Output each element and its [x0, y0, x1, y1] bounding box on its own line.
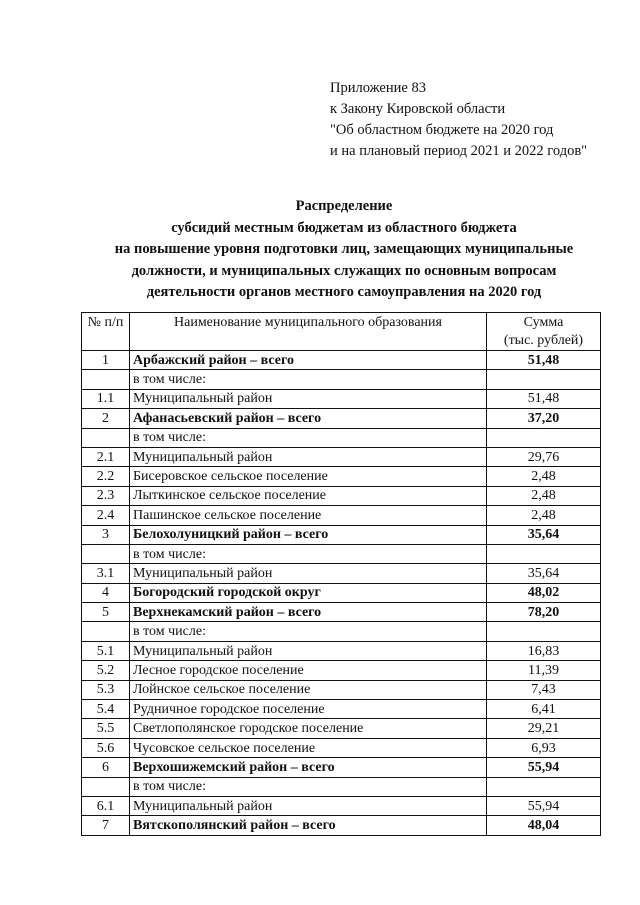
row-number [82, 428, 130, 447]
row-sum: 48,02 [487, 583, 601, 602]
table-row [82, 603, 601, 622]
row-name: Светлополянское городское поселение [130, 719, 487, 738]
table-row [82, 719, 601, 738]
table-row [82, 370, 601, 389]
row-number: 6 [82, 758, 130, 777]
title-line: Распределение [295, 198, 393, 214]
row-sum [487, 544, 601, 563]
row-sum: 16,83 [487, 641, 601, 660]
header-name: Наименование муниципального образования [130, 313, 487, 351]
title-line: на повышение уровня подготовки лиц, замещающих муниципальные [114, 241, 574, 257]
table-row [82, 680, 601, 699]
row-sum: 6,41 [487, 700, 601, 719]
table-row [82, 544, 601, 563]
table-row [82, 351, 601, 370]
row-name: Муниципальный район [130, 796, 487, 815]
row-number: 5.1 [82, 641, 130, 660]
header-sum-label: Сумма [523, 315, 564, 330]
subsidy-table [81, 312, 601, 836]
appendix-note [330, 78, 587, 162]
row-number: 2.2 [82, 467, 130, 486]
row-sum: 48,04 [487, 816, 601, 835]
row-sum [487, 777, 601, 796]
table-row [82, 447, 601, 466]
table-row [82, 777, 601, 796]
table-row [82, 467, 601, 486]
appendix-line: к Закону Кировской области [330, 101, 506, 117]
row-sum: 35,64 [487, 564, 601, 583]
row-sum: 11,39 [487, 661, 601, 680]
row-name: Арбажский район – всего [130, 351, 487, 370]
table-row [82, 486, 601, 505]
row-name: Муниципальный район [130, 564, 487, 583]
row-name: Бисеровское сельское поселение [130, 467, 487, 486]
row-name: Вятскополянский район – всего [130, 816, 487, 835]
row-sum: 2,48 [487, 467, 601, 486]
row-name: Верхнекамский район – всего [130, 603, 487, 622]
title-line: должности, и муниципальных служащих по основным вопросам [131, 262, 557, 279]
table-row [82, 641, 601, 660]
table-row [82, 389, 601, 408]
row-number: 5.3 [82, 680, 130, 699]
header-number: № п/п [82, 313, 130, 351]
row-name: Белохолуницкий район – всего [130, 525, 487, 544]
row-sum: 51,48 [487, 389, 601, 408]
table-row [82, 428, 601, 447]
table-row [82, 738, 601, 757]
row-name: в том числе: [130, 622, 487, 641]
row-number: 3 [82, 525, 130, 544]
row-name: Рудничное городское поселение [130, 700, 487, 719]
row-name: Пашинское сельское поселение [130, 506, 487, 525]
row-name: Афанасьевский район – всего [130, 409, 487, 428]
row-number: 6.1 [82, 796, 130, 815]
table-row [82, 796, 601, 815]
table-row [82, 583, 601, 602]
header-sum-unit: (тыс. рублей) [503, 333, 584, 348]
row-number: 2.3 [82, 486, 130, 505]
row-sum [487, 428, 601, 447]
row-number: 5.6 [82, 738, 130, 757]
row-number: 1 [82, 351, 130, 370]
row-name: в том числе: [130, 544, 487, 563]
table-row [82, 525, 601, 544]
row-name: в том числе: [130, 777, 487, 796]
document-title [60, 196, 628, 304]
row-sum: 78,20 [487, 603, 601, 622]
table-header-row [82, 313, 601, 351]
table-row [82, 758, 601, 777]
row-number [82, 622, 130, 641]
row-number: 3.1 [82, 564, 130, 583]
title-line: деятельности органов местного самоуправления на 2020 год [146, 284, 542, 300]
row-number: 5.5 [82, 719, 130, 738]
row-name: Муниципальный район [130, 389, 487, 408]
table-row [82, 816, 601, 835]
header-sum [487, 313, 601, 351]
row-sum: 29,21 [487, 719, 601, 738]
table-row [82, 622, 601, 641]
row-number: 1.1 [82, 389, 130, 408]
table-row [82, 700, 601, 719]
row-sum: 37,20 [487, 409, 601, 428]
row-sum [487, 622, 601, 641]
row-sum: 51,48 [487, 351, 601, 370]
row-name: в том числе: [130, 370, 487, 389]
row-name: Лойнское сельское поселение [130, 680, 487, 699]
row-sum: 6,93 [487, 738, 601, 757]
row-sum: 2,48 [487, 486, 601, 505]
row-sum [487, 370, 601, 389]
row-name: Чусовское сельское поселение [130, 738, 487, 757]
row-name: Верхошижемский район – всего [130, 758, 487, 777]
row-number [82, 777, 130, 796]
table-row [82, 409, 601, 428]
table-row [82, 564, 601, 583]
row-number: 2.4 [82, 506, 130, 525]
row-number: 7 [82, 816, 130, 835]
row-name: Лесное городское поселение [130, 661, 487, 680]
row-number: 5 [82, 603, 130, 622]
appendix-line: "Об областном бюджете на 2020 год [330, 122, 554, 138]
row-sum: 55,94 [487, 758, 601, 777]
row-number: 2 [82, 409, 130, 428]
table-row [82, 506, 601, 525]
row-number: 5.2 [82, 661, 130, 680]
row-number: 5.4 [82, 700, 130, 719]
row-number: 4 [82, 583, 130, 602]
row-name: Муниципальный район [130, 447, 487, 466]
appendix-line: и на плановый период 2021 и 2022 годов" [330, 143, 588, 159]
row-name: Богородский городской округ [130, 583, 487, 602]
row-number [82, 370, 130, 389]
row-sum: 35,64 [487, 525, 601, 544]
appendix-line: Приложение 83 [330, 80, 426, 96]
row-sum: 55,94 [487, 796, 601, 815]
row-name: Муниципальный район [130, 641, 487, 660]
row-number [82, 544, 130, 563]
table-row [82, 661, 601, 680]
row-sum: 2,48 [487, 506, 601, 525]
row-name: Лыткинское сельское поселение [130, 486, 487, 505]
row-sum: 29,76 [487, 447, 601, 466]
row-sum: 7,43 [487, 680, 601, 699]
row-name: в том числе: [130, 428, 487, 447]
title-line: субсидий местным бюджетам из областного бюджета [171, 219, 517, 236]
row-number: 2.1 [82, 447, 130, 466]
